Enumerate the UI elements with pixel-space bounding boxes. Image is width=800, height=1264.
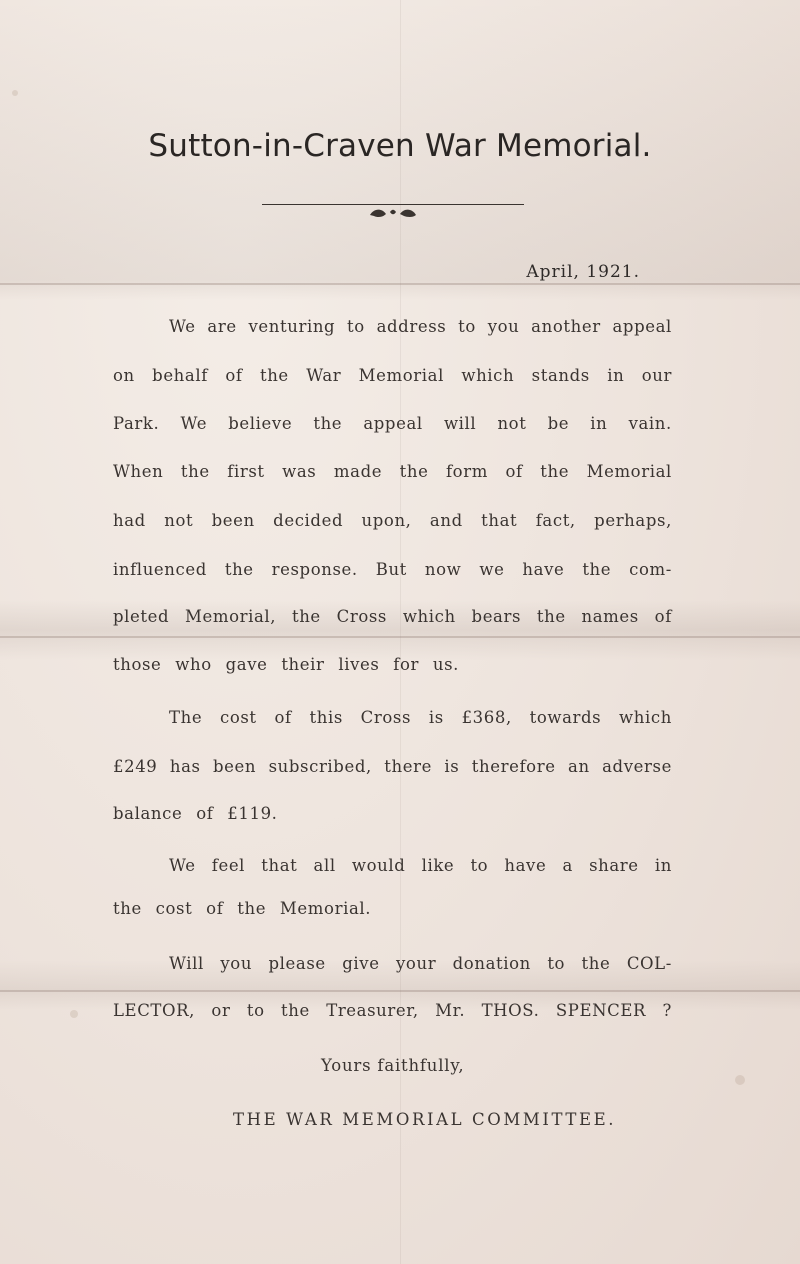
word: now	[424, 560, 462, 579]
paper-stain	[735, 1075, 745, 1085]
paragraph-4-line-1	[169, 954, 672, 973]
word: please	[268, 954, 326, 973]
paragraph-1-line-1	[169, 317, 672, 336]
word: the	[536, 607, 566, 626]
paragraph-1-line-7	[113, 607, 672, 626]
word: first	[227, 462, 265, 481]
word: stands	[531, 366, 590, 385]
word: com-	[629, 560, 672, 579]
paragraph-1-line-2	[113, 366, 672, 385]
word: towards	[529, 708, 602, 727]
word: appeal	[612, 317, 672, 336]
word: had	[113, 511, 146, 530]
word: venturing	[248, 317, 336, 336]
word: been	[213, 757, 257, 776]
fleuron-ornament-icon	[366, 206, 420, 220]
word: the	[224, 560, 254, 579]
word: to	[246, 1001, 265, 1020]
word: influenced	[113, 560, 207, 579]
word: not	[497, 414, 527, 433]
word: is	[444, 757, 460, 776]
word: the	[259, 366, 289, 385]
word: feel	[211, 856, 246, 875]
word: But	[375, 560, 407, 579]
word: in	[590, 414, 608, 433]
word: that	[481, 511, 518, 530]
word: £368,	[461, 708, 512, 727]
word: in	[607, 366, 625, 385]
word: SPENCER	[555, 1001, 647, 1020]
word: our	[641, 366, 672, 385]
word: donation	[452, 954, 531, 973]
word: a	[562, 856, 573, 875]
word: to	[347, 317, 365, 336]
paragraph-1-line-6	[113, 560, 672, 579]
word: not	[164, 511, 194, 530]
word: address	[376, 317, 447, 336]
word: perhaps,	[594, 511, 672, 530]
word: cost	[219, 708, 257, 727]
word: believe	[228, 414, 293, 433]
word: give	[342, 954, 380, 973]
word: share	[589, 856, 639, 875]
word: The	[169, 708, 203, 727]
title-divider-rule	[262, 204, 524, 205]
document-title: Sutton-in-Craven War Memorial.	[148, 128, 652, 164]
letter-date: April, 1921.	[526, 262, 640, 282]
word: or	[211, 1001, 231, 1020]
word: have	[504, 856, 547, 875]
word: your	[396, 954, 437, 973]
word: we	[479, 560, 505, 579]
word: of	[654, 607, 672, 626]
word: Memorial,	[184, 607, 277, 626]
word: Memorial	[358, 366, 444, 385]
word: Cross	[360, 708, 412, 727]
word: are	[207, 317, 237, 336]
word: We	[169, 856, 196, 875]
letter-signature: THE WAR MEMORIAL COMMITTEE.	[233, 1110, 617, 1129]
word: you	[487, 317, 520, 336]
word: you	[220, 954, 253, 973]
paragraph-1-line-3	[113, 414, 672, 433]
word: bears	[471, 607, 522, 626]
paragraph-2-line-2	[113, 757, 672, 776]
paragraph-3-line-1	[169, 856, 672, 875]
word: ?	[662, 1001, 672, 1020]
word: form	[445, 462, 488, 481]
word: been	[211, 511, 255, 530]
word: subscribed,	[268, 757, 372, 776]
word: and	[429, 511, 463, 530]
word: Will	[169, 954, 204, 973]
word: of	[225, 366, 243, 385]
word: Treasurer,	[326, 1001, 419, 1020]
word: of	[274, 708, 292, 727]
word: When	[113, 462, 164, 481]
word: upon,	[361, 511, 412, 530]
paper-stain	[70, 1010, 78, 1018]
word: the	[180, 462, 210, 481]
word: Park.	[113, 414, 160, 433]
paragraph-4-line-2	[113, 1001, 672, 1020]
word: behalf	[152, 366, 208, 385]
word: another	[531, 317, 601, 336]
word: response.	[271, 560, 358, 579]
paragraph-2-line-3: balance of £119.	[113, 804, 278, 823]
word: all	[313, 856, 336, 875]
word: the	[281, 1001, 310, 1020]
word: Mr.	[435, 1001, 466, 1020]
word: in	[654, 856, 672, 875]
word: Cross	[336, 607, 387, 626]
word: would	[351, 856, 406, 875]
word: the	[291, 607, 321, 626]
paragraph-3-line-2: the cost of the Memorial.	[113, 899, 372, 918]
paragraph-1-line-8: those who gave their lives for us.	[113, 655, 460, 674]
word: LECTOR,	[113, 1001, 196, 1020]
word: on	[113, 366, 135, 385]
word: like	[421, 856, 455, 875]
word: which	[461, 366, 515, 385]
word: appeal	[363, 414, 423, 433]
word: this	[309, 708, 343, 727]
word: COL-	[626, 954, 672, 973]
word: THOS.	[481, 1001, 540, 1020]
word: £249	[113, 757, 158, 776]
word: there	[384, 757, 432, 776]
word: have	[522, 560, 565, 579]
word: be	[547, 414, 570, 433]
word: We	[180, 414, 208, 433]
word: War	[306, 366, 342, 385]
word: is	[428, 708, 444, 727]
paragraph-2-line-1	[169, 708, 672, 727]
word: to	[458, 317, 476, 336]
word: has	[169, 757, 201, 776]
paragraph-1-line-5	[113, 511, 672, 530]
word: the	[399, 462, 429, 481]
word: which	[619, 708, 672, 727]
word: fact,	[535, 511, 576, 530]
word: made	[333, 462, 383, 481]
word: the	[582, 560, 612, 579]
word: will	[443, 414, 477, 433]
word: therefore	[471, 757, 556, 776]
word: to	[547, 954, 566, 973]
word: the	[581, 954, 611, 973]
paragraph-1-line-4	[113, 462, 672, 481]
word: decided	[273, 511, 344, 530]
word: adverse	[602, 757, 672, 776]
word: an	[568, 757, 590, 776]
word: which	[402, 607, 456, 626]
word: Memorial	[586, 462, 672, 481]
word: vain.	[628, 414, 672, 433]
word: pleted	[113, 607, 170, 626]
paper-stain	[12, 90, 18, 96]
word: that	[261, 856, 298, 875]
word: of	[505, 462, 523, 481]
letter-closing: Yours faithfully,	[321, 1056, 465, 1075]
word: was	[282, 462, 317, 481]
word: names	[581, 607, 639, 626]
word: the	[313, 414, 343, 433]
word: to	[470, 856, 489, 875]
word: the	[540, 462, 570, 481]
word: We	[169, 317, 196, 336]
